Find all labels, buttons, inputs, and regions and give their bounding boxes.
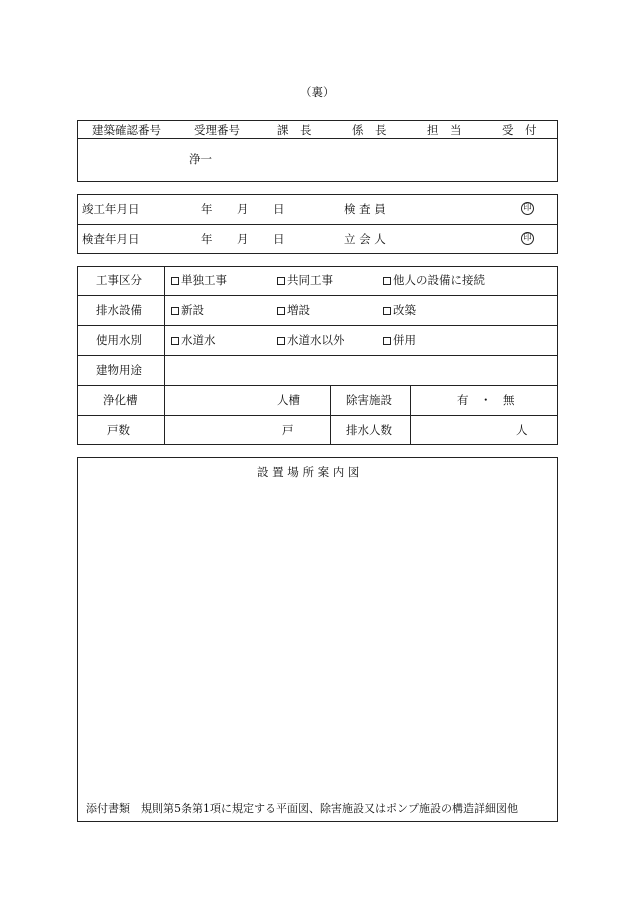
witness-seal-icon: 印	[521, 232, 534, 245]
septic-label: 浄化槽	[103, 393, 138, 407]
details-divider-4	[77, 385, 558, 386]
drainage-option-new[interactable]: 新設	[171, 303, 204, 317]
households-label: 戸数	[107, 423, 130, 437]
checkbox-icon[interactable]	[171, 337, 179, 345]
septic-unit: 人槽	[277, 393, 300, 407]
details-col-divider-b	[410, 385, 411, 445]
water-type-option-tap[interactable]: 水道水	[171, 333, 216, 347]
attachments-note: 添付書類 規則第5条第1項に規定する平面図、除害施設又はポンプ施設の構造詳細図他	[86, 802, 518, 815]
dates-divider	[77, 224, 558, 225]
header-subsection-chief: 係 長	[352, 123, 387, 137]
checkbox-icon[interactable]	[383, 277, 391, 285]
checkbox-icon[interactable]	[171, 277, 179, 285]
checkbox-icon[interactable]	[171, 307, 179, 315]
abatement-value: 有 ・ 無	[457, 393, 515, 407]
checkbox-icon[interactable]	[277, 337, 285, 345]
page-label: （裏）	[300, 85, 335, 99]
water-type-option-other[interactable]: 水道水以外	[277, 333, 345, 347]
drainage-label: 排水設備	[96, 303, 142, 317]
details-divider-5	[77, 415, 558, 416]
inspector-seal-icon: 印	[521, 202, 534, 215]
witness-label: 立 会 人	[344, 232, 386, 246]
work-type-label: 工事区分	[96, 273, 142, 287]
header-divider	[77, 138, 558, 139]
location-map-title: 設 置 場 所 案 内 図	[257, 465, 360, 479]
header-section-chief: 課 長	[277, 123, 312, 137]
work-type-option-single[interactable]: 単独工事	[171, 273, 227, 287]
header-reception: 受 付	[502, 123, 537, 137]
households-unit: 戸	[282, 423, 294, 437]
inspection-day: 日	[273, 232, 285, 246]
water-type-option-combined[interactable]: 併用	[383, 333, 416, 347]
receipt-prefix: 浄一	[189, 152, 212, 166]
inspection-year: 年	[201, 232, 213, 246]
completion-month: 月	[237, 202, 249, 216]
completion-date-label: 竣工年月日	[82, 202, 140, 216]
checkbox-icon[interactable]	[277, 277, 285, 285]
details-divider-1	[77, 295, 558, 296]
checkbox-icon[interactable]	[277, 307, 285, 315]
completion-year: 年	[201, 202, 213, 216]
details-label-column-divider	[164, 266, 165, 445]
details-divider-2	[77, 325, 558, 326]
building-use-label: 建物用途	[96, 363, 142, 377]
people-unit: 人	[516, 423, 528, 437]
water-type-label: 使用水別	[96, 333, 142, 347]
details-col-divider-a	[330, 385, 331, 445]
completion-day: 日	[273, 202, 285, 216]
drain-people-label: 排水人数	[346, 423, 392, 437]
checkbox-icon[interactable]	[383, 337, 391, 345]
work-type-option-connect[interactable]: 他人の設備に接続	[383, 273, 485, 287]
drainage-option-extension[interactable]: 増設	[277, 303, 310, 317]
inspection-date-label: 検査年月日	[82, 232, 140, 246]
header-receipt-no: 受理番号	[194, 123, 240, 137]
header-building-confirmation-no: 建築確認番号	[92, 123, 161, 137]
drainage-option-renovation[interactable]: 改築	[383, 303, 416, 317]
header-in-charge: 担 当	[427, 123, 462, 137]
checkbox-icon[interactable]	[383, 307, 391, 315]
abatement-label: 除害施設	[346, 393, 392, 407]
location-map-box	[77, 457, 558, 822]
details-divider-3	[77, 355, 558, 356]
inspector-label: 検 査 員	[344, 202, 386, 216]
inspection-month: 月	[237, 232, 249, 246]
work-type-option-joint[interactable]: 共同工事	[277, 273, 333, 287]
